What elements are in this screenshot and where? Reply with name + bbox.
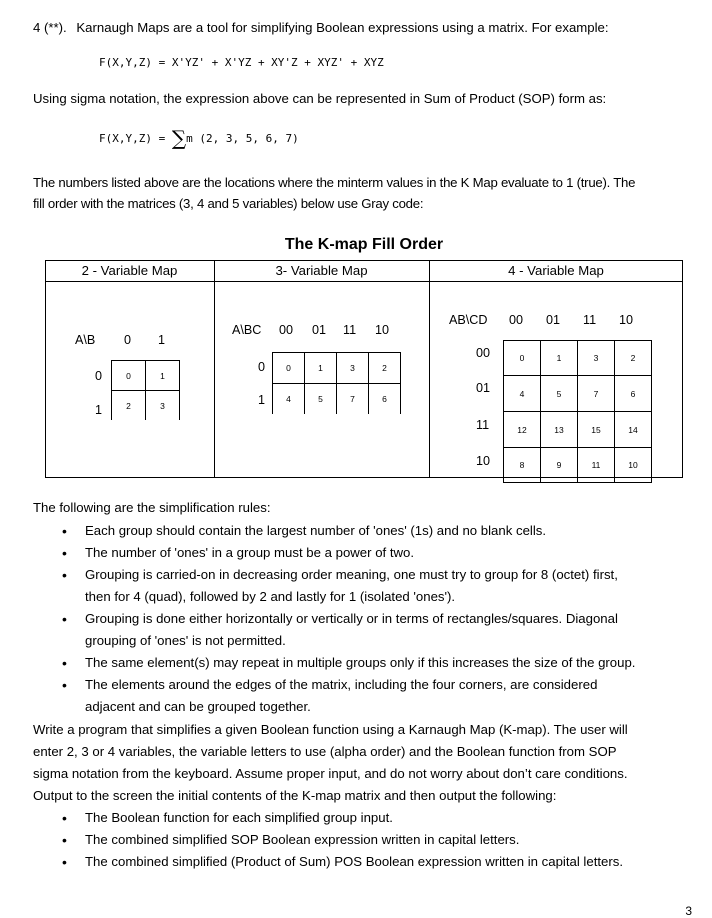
- rule-item: • The same element(s) may repeat in multiple groups only if this increases the size of the group.: [35, 652, 695, 674]
- intro-text: Karnaugh Maps are a tool for simplifying Boolean expressions using a matrix. For example:: [76, 20, 609, 35]
- map4-corner-label: AB\CD: [449, 313, 488, 327]
- problem-label: 4 (**).: [33, 20, 67, 35]
- map4-cell: 3: [578, 340, 615, 375]
- page-number: 3: [685, 904, 692, 918]
- map4-col-label: 11: [583, 313, 597, 327]
- map4-col-label: 00: [509, 313, 524, 327]
- map4-cell: 6: [615, 375, 652, 411]
- map4-cell: 13: [541, 411, 578, 447]
- map4-cell: 10: [615, 447, 652, 482]
- map4-col-label: 01: [546, 313, 561, 327]
- task-line: Write a program that simplifies a given Boolean function using a Karnaugh Map (K-map). The user will: [33, 722, 628, 737]
- rule-item: • Each group should contain the largest number of 'ones' (1s) and no blank cells.: [35, 520, 695, 542]
- map3-grid: [272, 352, 401, 414]
- rule-line: adjacent and can be grouped together.: [85, 699, 311, 714]
- map4-grid: [503, 340, 652, 483]
- rules-intro: The following are the simplification rules:: [33, 500, 271, 515]
- task-paragraph: [33, 719, 628, 807]
- problem-intro: [33, 20, 609, 35]
- map4-cell: 7: [578, 375, 615, 411]
- map3-cell: 0: [273, 352, 305, 383]
- map2-corner-label: A\B: [75, 333, 96, 347]
- header-3-variable: 3- Variable Map: [275, 263, 368, 278]
- outputs-list: [35, 807, 695, 873]
- map3-row-label: 1: [258, 393, 266, 407]
- header-2-variable: 2 - Variable Map: [81, 263, 178, 278]
- map4-cell: 8: [504, 447, 541, 482]
- map4-cell: 2: [615, 340, 652, 375]
- rule-line: • Grouping is carried-on in decreasing order meaning, one must try to group for 8 (octet) first,: [85, 567, 618, 582]
- map2-row-label: 0: [95, 369, 103, 383]
- output-item: • The Boolean function for each simplified group input.: [35, 807, 695, 829]
- map3-cell: 3: [337, 352, 369, 383]
- rule-item: [35, 674, 695, 718]
- fill-order-line-2: fill order with the matrices (3, 4 and 5 variables) below use Gray code:: [33, 196, 424, 211]
- map2-grid: [111, 360, 180, 420]
- map4-cell: 15: [578, 411, 615, 447]
- map4-cell: 4: [504, 375, 541, 411]
- map3-cell: 5: [305, 383, 337, 414]
- task-line: sigma notation from the keyboard. Assume proper input, and do not worry about don’t care conditions.: [33, 766, 628, 781]
- kmap-header-divider: [45, 281, 683, 282]
- map2-cell: 2: [112, 390, 146, 420]
- map3-col-label: 00: [279, 323, 294, 337]
- map3-cell: 4: [273, 383, 305, 414]
- header-4-variable: 4 - Variable Map: [508, 263, 604, 278]
- map4-cell: 9: [541, 447, 578, 482]
- rule-item: • The number of 'ones' in a group must be a power of two.: [35, 542, 695, 564]
- map3-col-label: 01: [312, 323, 327, 337]
- map3-cell: 2: [369, 352, 401, 383]
- map3-cell: 7: [337, 383, 369, 414]
- map4-cell: 1: [541, 340, 578, 375]
- map4-col-label: 10: [619, 313, 634, 327]
- map2-col-label: 0: [124, 333, 132, 347]
- fill-order-line-1: The numbers listed above are the locations where the minterm values in the K Map evaluate to 1 (true). The: [33, 175, 636, 190]
- map3-cell: 1: [305, 352, 337, 383]
- sigma-intro: Using sigma notation, the expression above can be represented in Sum of Product (SOP) form as:: [33, 91, 607, 106]
- sigma-icon: ∑: [171, 126, 187, 150]
- rule-line: then for 4 (quad), followed by 2 and lastly for 1 (isolated 'ones').: [85, 589, 456, 604]
- map3-cell: 6: [369, 383, 401, 414]
- map4-cell: 11: [578, 447, 615, 482]
- kmap-title: The K-map Fill Order: [284, 236, 444, 253]
- map4-cell: 14: [615, 411, 652, 447]
- map3-row-label: 0: [258, 360, 266, 374]
- map4-cell: 0: [504, 340, 541, 375]
- map2-cell: 0: [112, 360, 146, 390]
- task-line: Output to the screen the initial contents of the K-map matrix and then output the following:: [33, 788, 557, 803]
- map4-cell: 5: [541, 375, 578, 411]
- rules-list: [35, 520, 695, 718]
- rule-line: grouping of 'ones' is not permitted.: [85, 633, 286, 648]
- map3-col-label: 11: [343, 323, 357, 337]
- map2-cell: 3: [146, 390, 180, 420]
- task-line: enter 2, 3 or 4 variables, the variable letters to use (alpha order) and the Boolean function from SOP: [33, 744, 617, 759]
- map3-corner-label: A\BC: [232, 323, 262, 337]
- expression-sop-long: F(X,Y,Z) = X'YZ' + X'YZ + XY'Z + XYZ' + XYZ: [99, 56, 384, 69]
- map4-cell: 12: [504, 411, 541, 447]
- fill-order-paragraph: [33, 172, 635, 214]
- map4-row-label: 10: [476, 454, 491, 468]
- map3-col-label: 10: [375, 323, 390, 337]
- rule-item: [35, 608, 695, 652]
- kmap-column-divider: [214, 260, 215, 478]
- map2-cell: 1: [146, 360, 180, 390]
- map4-row-label: 11: [476, 418, 490, 432]
- expression-prefix: F(X,Y,Z) =: [99, 132, 166, 145]
- expression-sigma: [99, 126, 299, 150]
- kmap-column-divider: [429, 260, 430, 478]
- output-item: • The combined simplified (Product of Sum) POS Boolean expression written in capital letters.: [35, 851, 695, 873]
- map4-row-label: 00: [476, 346, 491, 360]
- rule-line: • Grouping is done either horizontally or vertically or in terms of rectangles/squares. Diagonal: [85, 611, 618, 626]
- output-item: • The combined simplified SOP Boolean expression written in capital letters.: [35, 829, 695, 851]
- map4-row-label: 01: [476, 381, 491, 395]
- map2-col-label: 1: [158, 333, 166, 347]
- rule-item: [35, 564, 695, 608]
- map2-row-label: 1: [95, 403, 103, 417]
- expression-suffix: m (2, 3, 5, 6, 7): [186, 132, 299, 145]
- rule-line: • The elements around the edges of the matrix, including the four corners, are considered: [85, 677, 598, 692]
